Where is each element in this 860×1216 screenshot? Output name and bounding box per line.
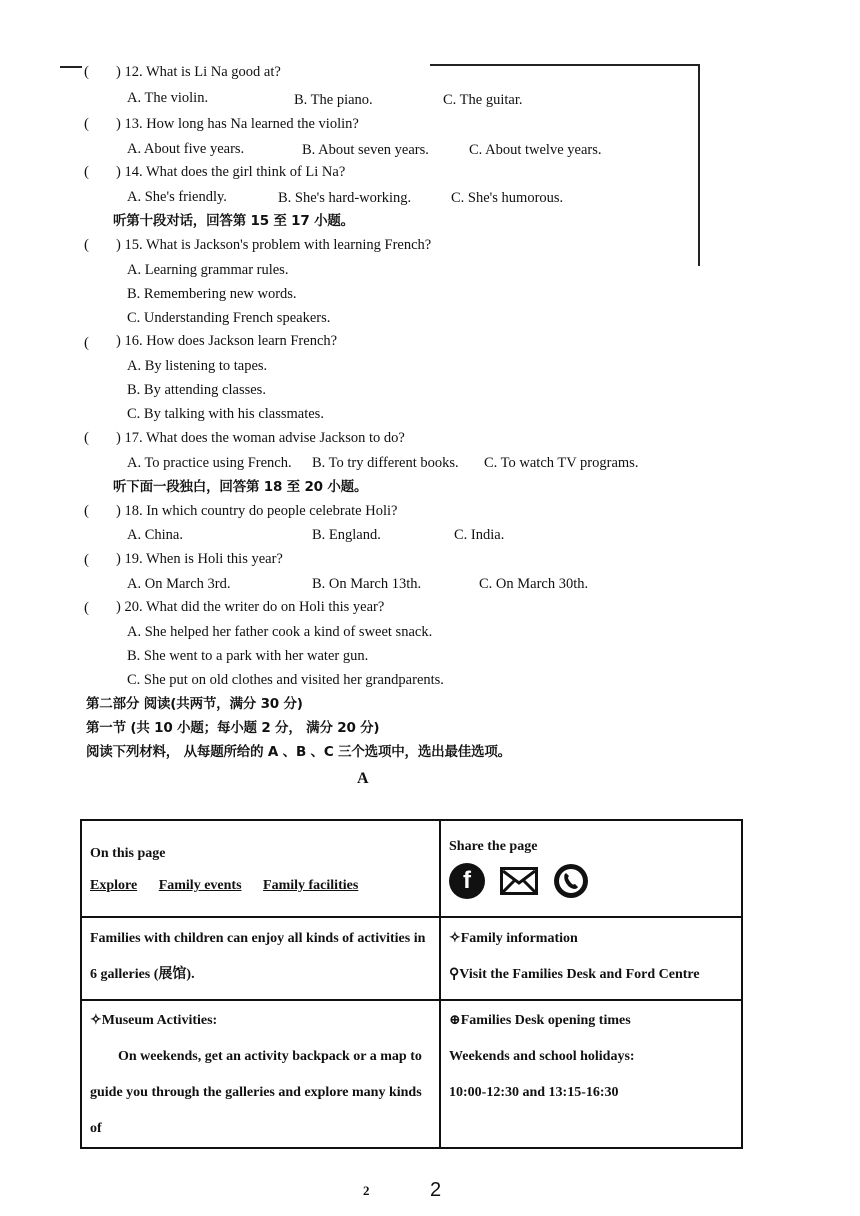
option-b: B. She went to a park with her water gun. [127, 648, 369, 664]
option-c: C. The guitar. [443, 92, 523, 108]
option-a: A. Learning grammar rules. [127, 262, 289, 278]
answer-bracket: ( [84, 116, 89, 132]
museum-text-line-1: On weekends, get an activity backpack or a map to [118, 1049, 422, 1064]
option-b: B. To try different books. [312, 455, 459, 471]
option-c: C. Understanding French speakers. [127, 310, 331, 326]
option-a: A. To practice using French. [127, 455, 292, 471]
question-17: ) 17. What does the woman advise Jackson to do? [116, 430, 405, 446]
family-info-cell [440, 917, 742, 1000]
page-nav [90, 878, 431, 894]
option-a: A. The violin. [127, 90, 209, 106]
answer-bracket: ( [84, 503, 89, 519]
question-16: ) 16. How does Jackson learn French? [116, 333, 338, 349]
question-12: ) 12. What is Li Na good at? [116, 64, 281, 80]
location-pin-icon: ⚲ [449, 967, 460, 982]
family-facilities-link[interactable]: Family facilities [263, 878, 359, 893]
family-info [449, 921, 733, 993]
scan-line-top-right [430, 64, 700, 66]
families-cell [81, 917, 440, 1000]
on-this-page-title: On this page [90, 846, 166, 861]
option-a: A. On March 3rd. [127, 576, 231, 592]
option-a: A. About five years. [127, 141, 245, 157]
option-a: A. China. [127, 527, 183, 543]
museum-activities-title: Museum Activities: [101, 1013, 218, 1028]
option-b: B. By attending classes. [127, 382, 266, 398]
museum-activities [90, 1003, 431, 1147]
answer-bracket: ( [84, 430, 89, 446]
diamond-icon: ✧ [90, 1013, 102, 1028]
part-2-heading: 第二部分 阅读(共两节，满分 30 分) [86, 696, 303, 712]
family-info-title: Family information [460, 931, 578, 946]
family-events-link[interactable]: Family events [158, 878, 242, 893]
desk-times [449, 1003, 733, 1111]
explore-link[interactable]: Explore [90, 878, 138, 893]
families-text [90, 921, 431, 993]
question-13: ) 13. How long has Na learned the violin? [116, 116, 359, 132]
option-b: B. England. [312, 527, 381, 543]
clock-icon: ⊕ [449, 1013, 461, 1028]
families-text-line-2: 6 galleries (展馆). [90, 967, 195, 982]
option-a: A. She's friendly. [127, 189, 227, 205]
option-b: B. The piano. [294, 92, 373, 108]
families-text-line-1: Families with children can enjoy all kinds of activities in [90, 931, 426, 946]
museum-text-line-2: guide you through the galleries and explore many kinds of [90, 1085, 422, 1136]
email-icon[interactable] [499, 866, 539, 896]
option-c: C. She put on old clothes and visited her grandparents. [127, 672, 444, 688]
instruction-monologue: 听下面一段独白，回答第 18 至 20 小题。 [113, 479, 368, 495]
option-a: A. She helped her father cook a kind of sweet snack. [127, 624, 433, 640]
option-b: B. Remembering new words. [127, 286, 297, 302]
option-b: B. On March 13th. [312, 576, 422, 592]
option-c: C. By talking with his classmates. [127, 406, 324, 422]
museum-activities-cell [81, 1000, 440, 1148]
phone-icon[interactable] [553, 863, 589, 899]
instruction-dialog-10: 听第十段对话，回答第 15 至 17 小题。 [113, 213, 354, 229]
option-c: C. India. [454, 527, 505, 543]
answer-bracket: ( [84, 552, 89, 568]
share-cell [440, 820, 742, 917]
share-icons [449, 863, 733, 899]
question-20: ) 20. What did the writer do on Holi this year? [116, 599, 385, 615]
option-b: B. She's hard-working. [278, 190, 412, 206]
facebook-icon[interactable]: f [449, 863, 485, 899]
scan-line-top [60, 66, 82, 68]
section-1-heading: 第一节 (共 10 小题；每小题 2 分， 满分 20 分) [86, 720, 380, 736]
answer-bracket: ( [84, 600, 89, 616]
answer-bracket: ( [84, 64, 89, 80]
question-15: ) 15. What is Jackson's problem with learning French? [116, 237, 432, 253]
answer-bracket: ( [84, 237, 89, 253]
option-c: C. To watch TV programs. [484, 455, 639, 471]
desk-times-line-2: 10:00-12:30 and 13:15-16:30 [449, 1085, 619, 1100]
family-info-text: Visit the Families Desk and Ford Centre [459, 967, 700, 982]
diamond-icon: ✧ [449, 931, 461, 946]
answer-bracket: ( [84, 164, 89, 180]
scan-line-right [698, 66, 700, 266]
desk-times-title: Families Desk opening times [460, 1013, 631, 1028]
passage-letter: A [357, 770, 369, 787]
share-title: Share the page [449, 839, 538, 854]
museum-info-table [80, 819, 743, 1149]
option-c: C. On March 30th. [479, 576, 589, 592]
page-number-large: 2 [430, 1179, 442, 1201]
option-c: C. She's humorous. [451, 190, 564, 206]
option-b: B. About seven years. [302, 142, 429, 158]
reading-directions: 阅读下列材料， 从每题所给的 A 、B 、C 三个选项中，选出最佳选项。 [86, 744, 511, 760]
page-number-small: 2 [363, 1183, 370, 1198]
option-a: A. By listening to tapes. [127, 358, 268, 374]
question-14: ) 14. What does the girl think of Li Na? [116, 164, 346, 180]
option-c: C. About twelve years. [469, 142, 602, 158]
answer-bracket: ( [84, 335, 89, 351]
desk-times-line-1: Weekends and school holidays: [449, 1049, 635, 1064]
desk-times-cell [440, 1000, 742, 1148]
question-18: ) 18. In which country do people celebrate Holi? [116, 503, 398, 519]
question-19: ) 19. When is Holi this year? [116, 551, 283, 567]
on-this-page-cell [81, 820, 440, 917]
